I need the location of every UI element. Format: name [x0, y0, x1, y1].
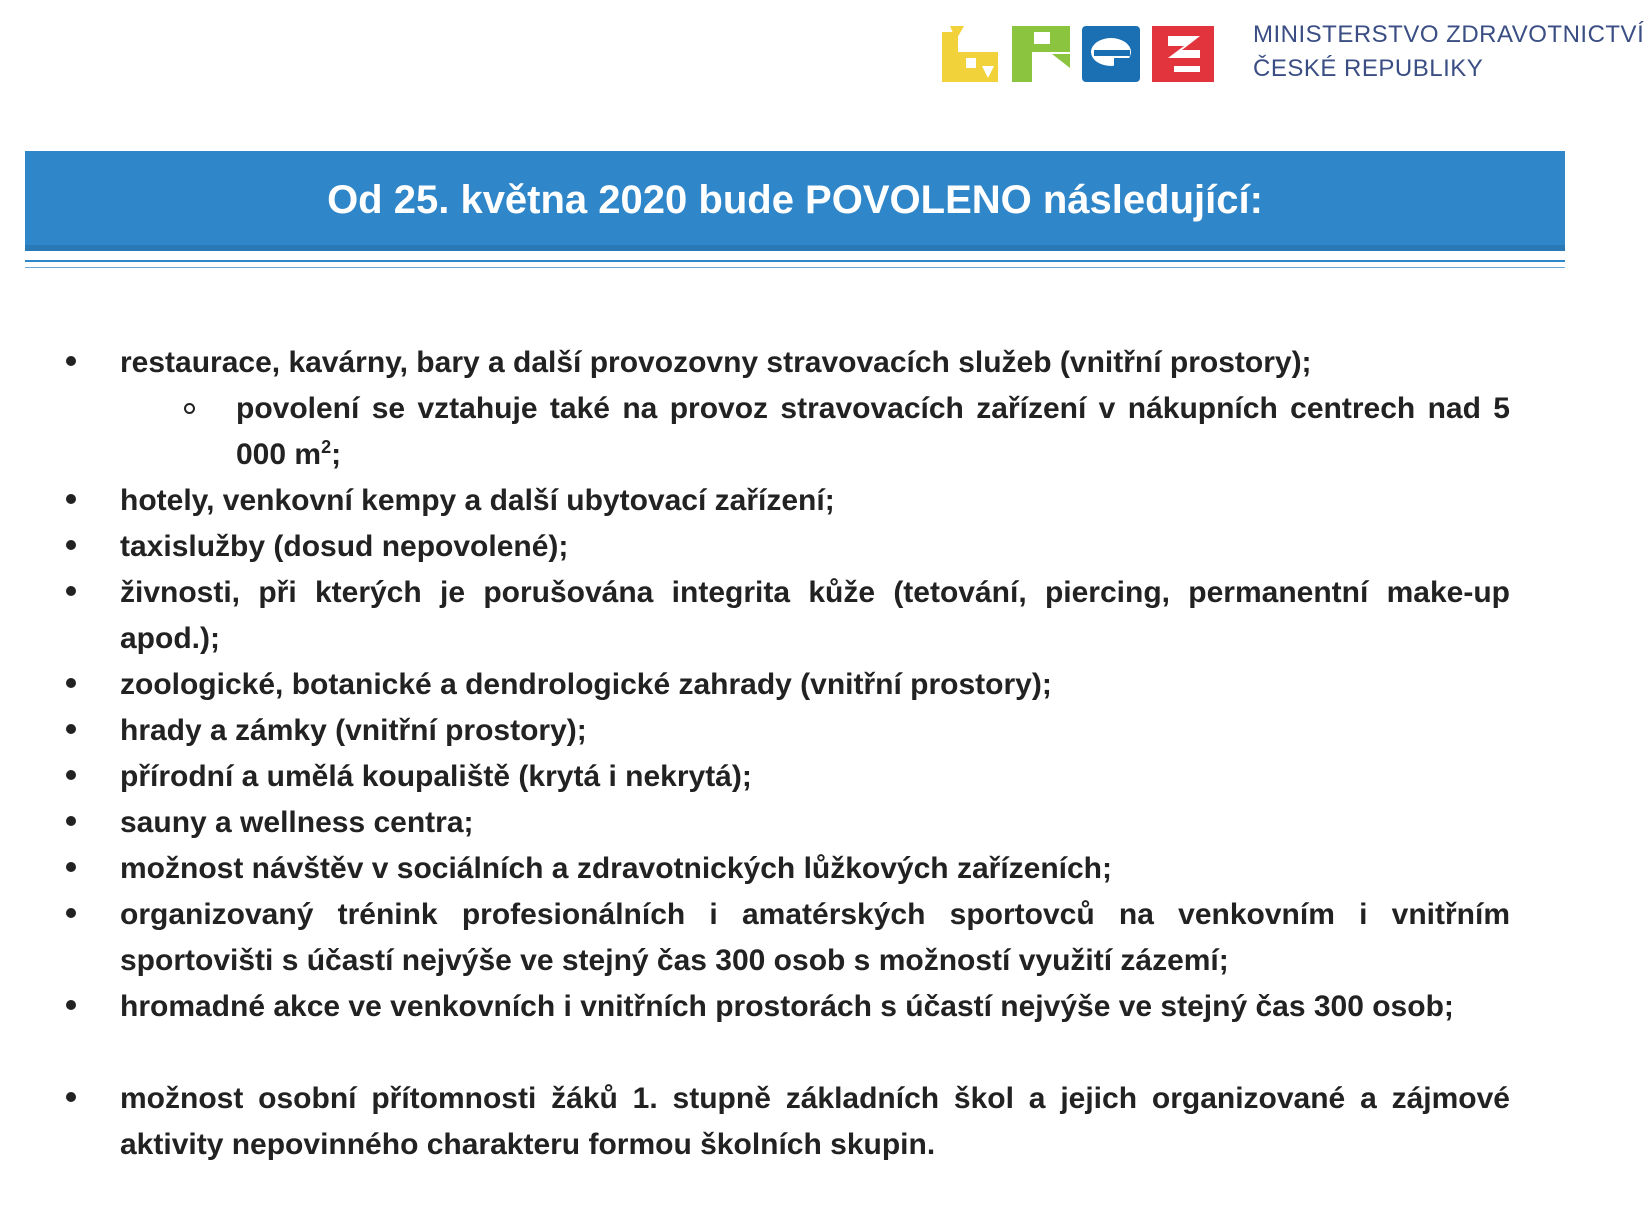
- sub-list-item-text: povolení se vztahuje také na provoz stravovacích zařízení v nákupních centrech nad 5 000 m: [236, 392, 1510, 471]
- list-item: restaurace, kavárny, bary a další provozovny stravovacích služeb (vnitřní prostory);: [120, 346, 1312, 379]
- logo-red-shape: [1152, 26, 1214, 82]
- bullet-icon: [66, 908, 76, 918]
- bullet-icon: [66, 1000, 76, 1010]
- list-item: možnost návštěv v sociálních a zdravotnických lůžkových zařízeních;: [120, 852, 1112, 885]
- bullet-icon: [66, 770, 76, 780]
- sub-bullet-icon: [184, 403, 195, 414]
- list-item: přírodní a umělá koupaliště (krytá i nekrytá);: [120, 760, 752, 793]
- logo-blue-shape: [1082, 26, 1140, 82]
- list-item: sauny a wellness centra;: [120, 806, 474, 839]
- list-item: zoologické, botanické a dendrologické zahrady (vnitřní prostory);: [120, 668, 1052, 701]
- ministry-logo-icon: [942, 22, 1222, 84]
- bullet-icon: [66, 356, 76, 366]
- banner-title: Od 25. května 2020 bude POVOLENO následující:: [327, 178, 1263, 222]
- sub-list-item-suffix: ;: [331, 438, 342, 471]
- logo-yellow-shape: [942, 26, 998, 82]
- list-item: živnosti, při kterých je porušována integrita kůže (tetování, piercing, permanentní make-up apod.);: [120, 576, 1510, 655]
- bullet-icon: [66, 586, 76, 596]
- list-item: taxislužby (dosud nepovolené);: [120, 530, 569, 563]
- bullet-icon: [66, 862, 76, 872]
- bullet-icon: [66, 540, 76, 550]
- banner-divider-thin: [25, 267, 1565, 268]
- list-item: hotely, venkovní kempy a další ubytovací zařízení;: [120, 484, 835, 517]
- list-item: hromadné akce ve venkovních i vnitřních prostorách s účastí nejvýše ve stejný čas 300 osob;: [120, 990, 1454, 1023]
- superscript-2: 2: [321, 437, 332, 457]
- ministry-name-line1: MINISTERSTVO ZDRAVOTNICTVÍ: [1253, 21, 1644, 48]
- sub-list-item: [236, 386, 1510, 478]
- list-item: možnost osobní přítomnosti žáků 1. stupně základních škol a jejich organizované a zájmové aktivity nepovinného charakteru formou školních skupin.: [120, 1082, 1510, 1161]
- list-item: organizovaný trénink profesionálních i amatérských sportovců na venkovním i vnitřním sportovišti s účastí nejvýše ve stejný čas 300 osob s možností využití zázemí;: [120, 898, 1510, 977]
- list-item: hrady a zámky (vnitřní prostory);: [120, 714, 587, 747]
- ministry-name: [1253, 18, 1644, 86]
- bullet-icon: [66, 494, 76, 504]
- title-banner: [25, 151, 1565, 251]
- bullet-icon: [66, 816, 76, 826]
- bullet-icon: [66, 724, 76, 734]
- bullet-icon: [66, 678, 76, 688]
- logo-green-shape: [1012, 26, 1070, 82]
- banner-divider: [25, 260, 1565, 262]
- ministry-name-line2: ČESKÉ REPUBLIKY: [1253, 55, 1484, 82]
- bullet-icon: [66, 1092, 76, 1102]
